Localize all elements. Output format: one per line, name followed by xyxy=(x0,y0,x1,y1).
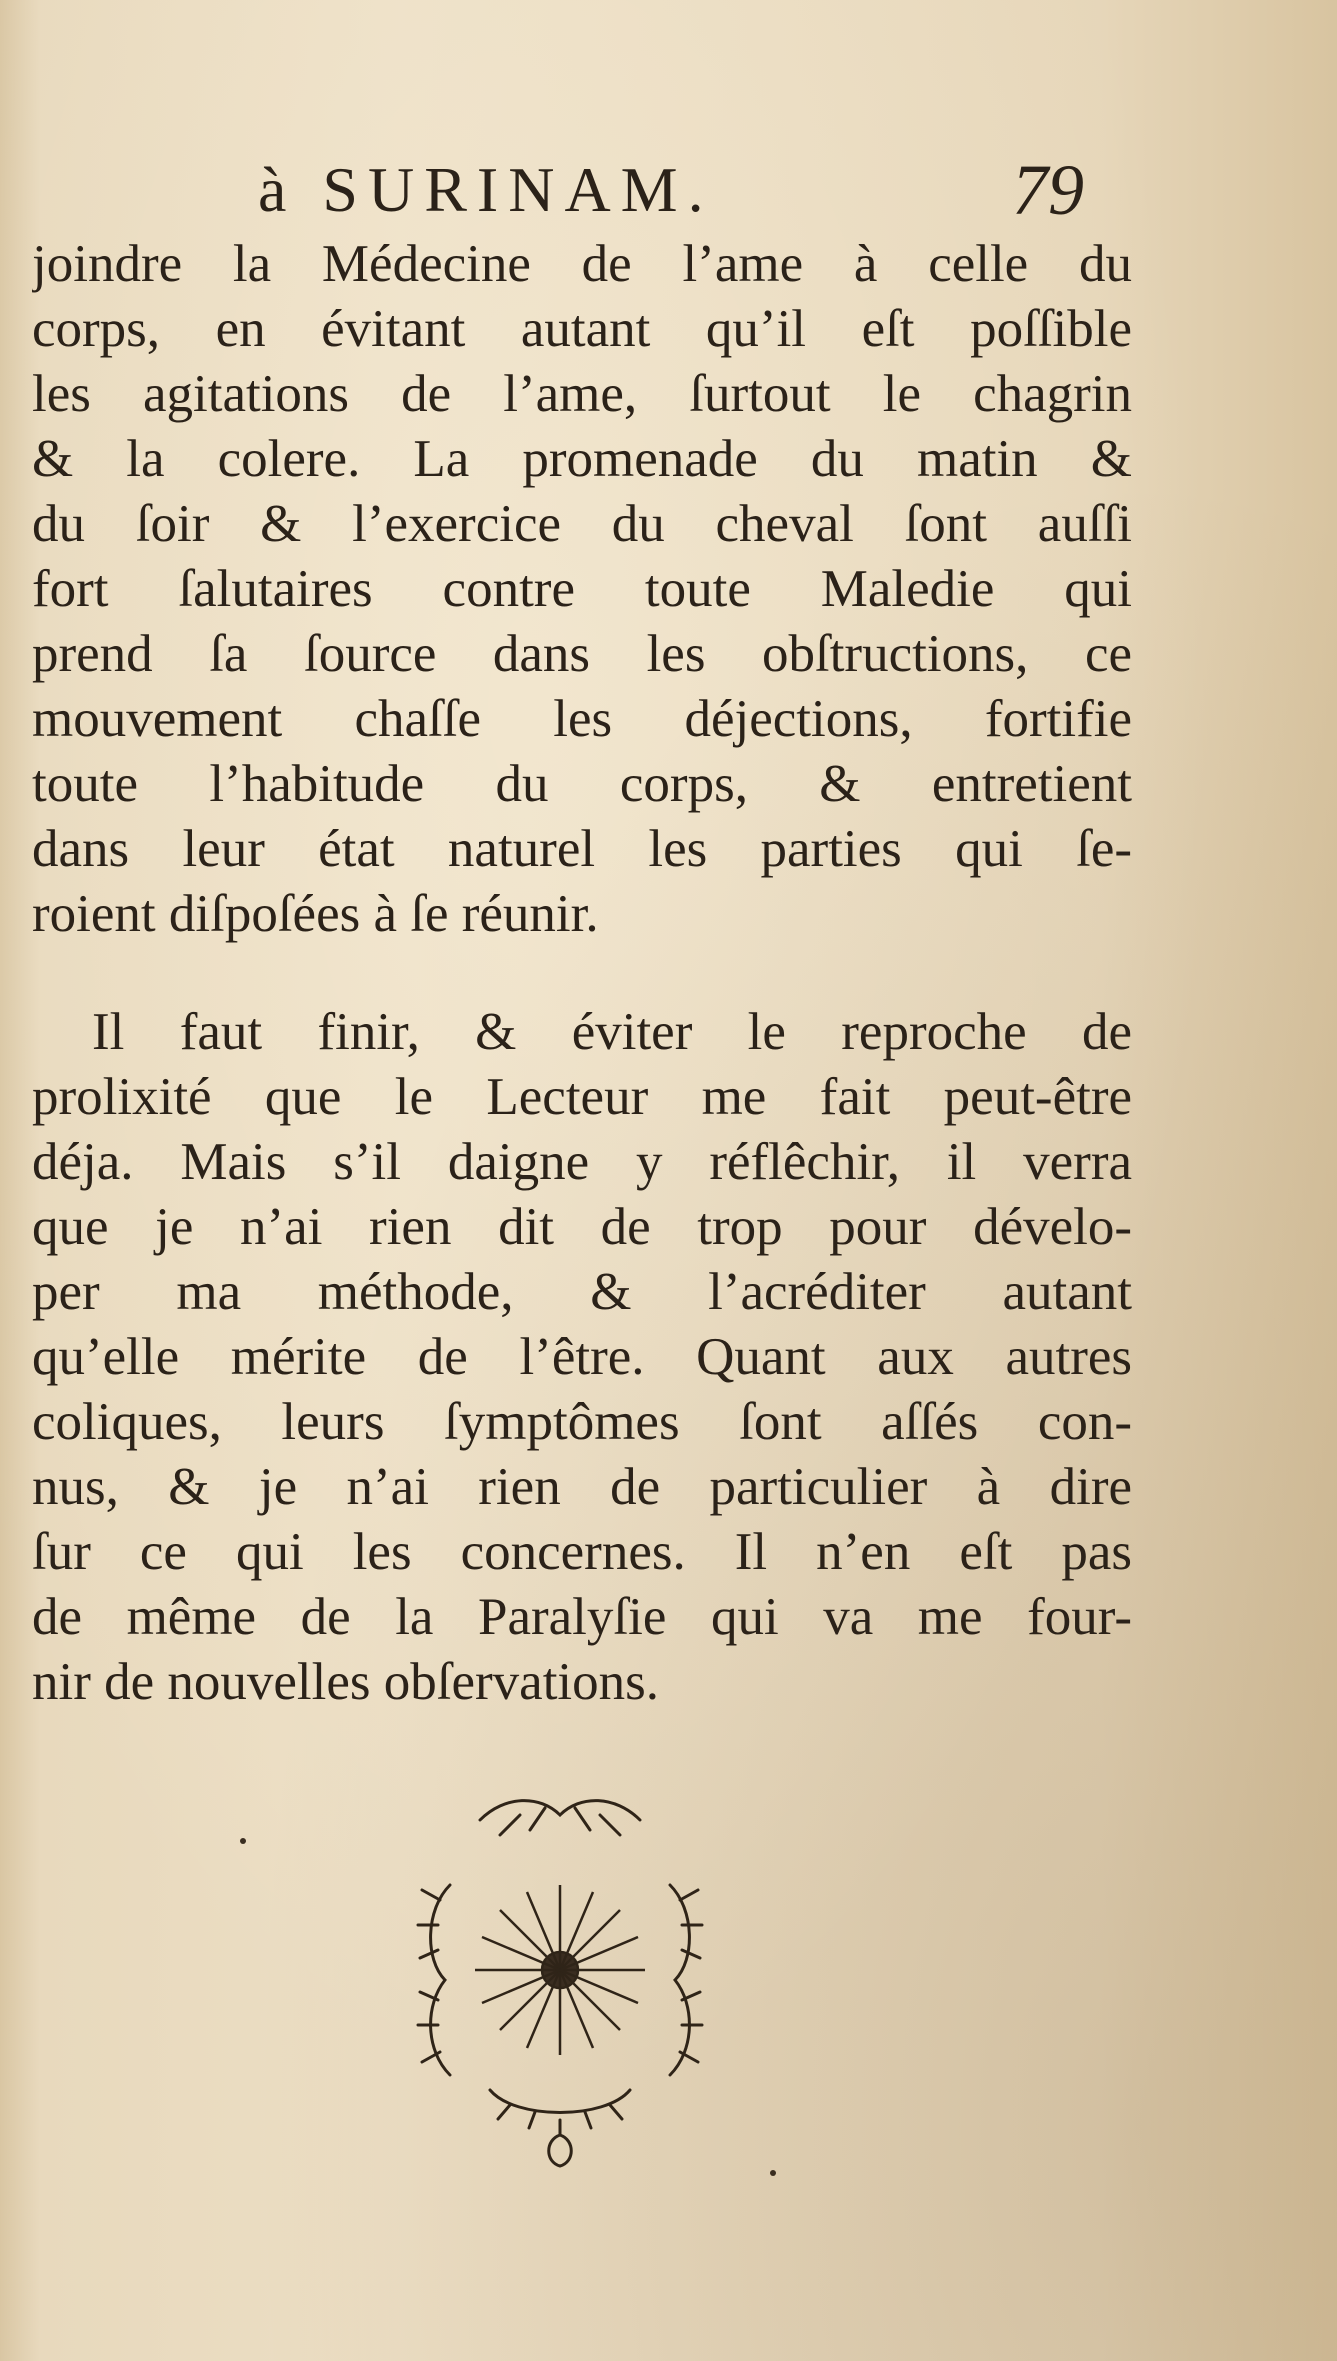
text-line: coliques, leurs ſymptômes ſont aſſés con- xyxy=(32,1393,1132,1451)
text-line: du ſoir & l’exercice du cheval ſont auſſi xyxy=(32,495,1132,553)
ink-speck xyxy=(770,2170,776,2176)
text-line: fort ſalutaires contre toute Maledie qui xyxy=(32,560,1132,618)
text-line: prolixité que le Lecteur me fait peut-être xyxy=(32,1068,1132,1126)
page-number: 79 xyxy=(1012,150,1084,230)
text-line: roient diſpoſées à ſe réunir. xyxy=(32,885,599,943)
text-line: toute l’habitude du corps, & entretient xyxy=(32,755,1132,813)
text-line: prend ſa ſource dans les obſtructions, ce xyxy=(32,625,1132,683)
text-line: nir de nouvelles obſervations. xyxy=(32,1653,660,1711)
text-line: les agitations de l’ame, ſurtout le chagrin xyxy=(32,365,1132,423)
page-header xyxy=(0,150,1337,230)
text-line: qu’elle mérite de l’être. Quant aux autres xyxy=(32,1328,1132,1386)
text-line: Il faut finir, & éviter le reproche de xyxy=(92,1003,1132,1061)
text-line: nus, & je n’ai rien de particulier à dire xyxy=(32,1458,1132,1516)
text-line: joindre la Médecine de l’ame à celle du xyxy=(32,235,1132,293)
text-line: mouvement chaſſe les déjections, fortifie xyxy=(32,690,1132,748)
paragraph-2 xyxy=(32,1000,1132,1715)
text-line: & la colere. La promenade du matin & xyxy=(32,430,1132,488)
paragraph-1 xyxy=(32,232,1132,947)
ink-speck xyxy=(240,1838,246,1844)
text-line: de même de la Paralyſie qui va me four- xyxy=(32,1588,1132,1646)
text-line: ſur ce qui les concernes. Il n’en eſt pas xyxy=(32,1523,1132,1581)
text-line: corps, en évitant autant qu’il eſt poſſible xyxy=(32,300,1132,358)
text-line: que je n’ai rien dit de trop pour dévelo- xyxy=(32,1198,1132,1256)
text-line: dans leur état naturel les parties qui ſe- xyxy=(32,820,1132,878)
running-head: à SURINAM. xyxy=(258,154,714,225)
text-line: per ma méthode, & l’acréditer autant xyxy=(32,1263,1132,1321)
text-line: déja. Mais s’il daigne y réflêchir, il verra xyxy=(32,1133,1132,1191)
fleuron-vignette-icon xyxy=(410,1790,710,2170)
